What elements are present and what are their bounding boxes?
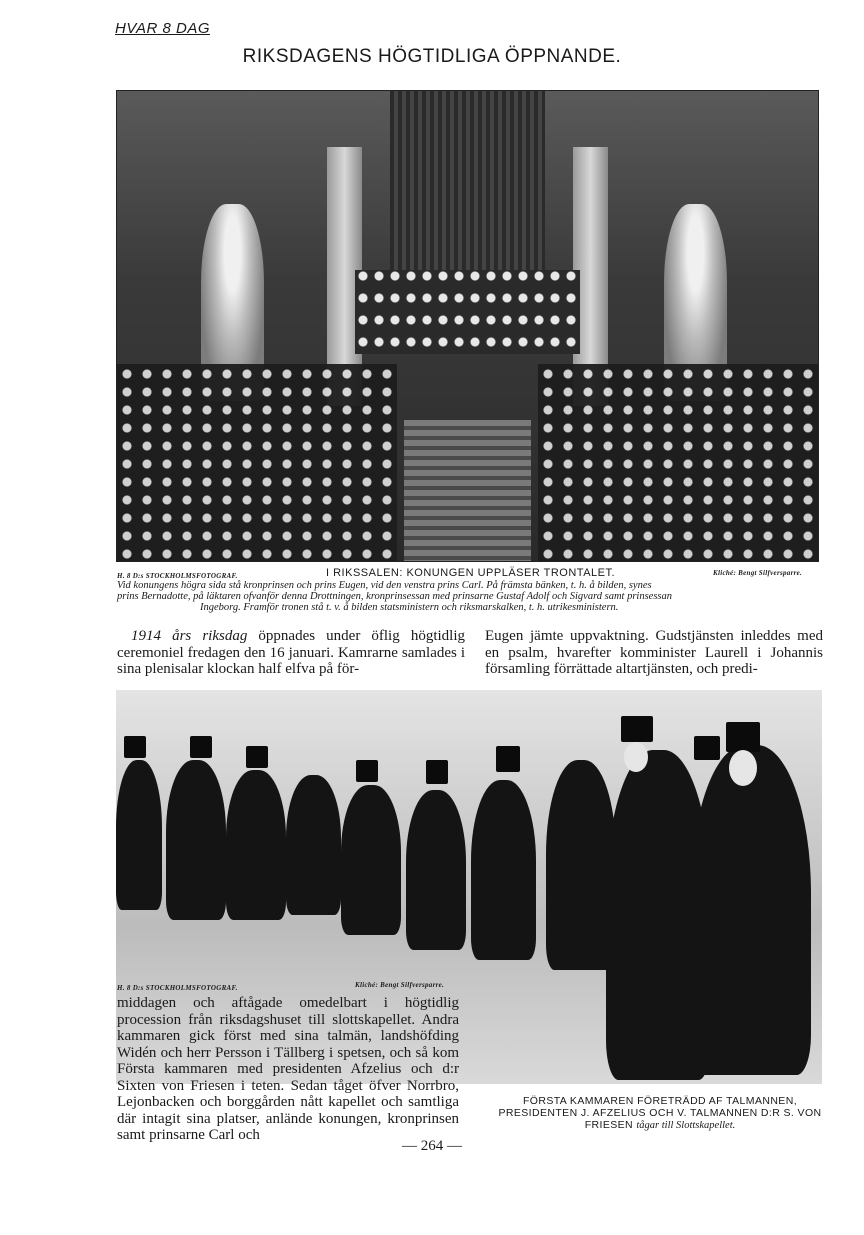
photo1-caption-line-2: prins Bernadotte, på läktaren ofvanför denna Drottningen, kronprinsessan med prinsarne Gustaf Adolf och Sigvard samt prinsessan	[117, 591, 673, 602]
figure-1	[116, 760, 162, 910]
page-number: — 264 —	[402, 1138, 462, 1154]
body-column-1-text: öppnades under öflig högtidlig ceremoniel fredagen den 16 januari. Kamrarne samlades i sina plenisalar klockan half elfva på för-	[117, 628, 465, 677]
photo-riksdag-hall	[116, 90, 819, 562]
article-title: RIKSDAGENS HÖGTIDLIGA ÖPPNANDE.	[242, 46, 622, 67]
figure-5	[341, 785, 401, 935]
figure-10	[691, 745, 811, 1075]
throne-canopy	[390, 91, 544, 288]
top-hat-5	[426, 760, 448, 784]
royal-group	[355, 270, 579, 355]
top-hat-7	[694, 736, 720, 760]
top-hat-3	[246, 746, 268, 768]
photo1-caption-title: I RIKSSALEN: KONUNGEN UPPLÄSER TRONTALET.	[326, 567, 616, 579]
body-lead-phrase: 1914 års riksdag	[131, 628, 248, 644]
photo1-caption-line-3: Ingeborg. Framför tronen stå t. v. å bilden statsministern och riksmarskalken, t. h. utrikesministern.	[200, 602, 619, 613]
figure-7	[471, 780, 536, 960]
running-header: HVAR 8 DAG	[115, 20, 211, 37]
top-hat-4	[356, 760, 378, 782]
throne-stairs	[404, 420, 530, 561]
photo1-credit-left: H. 8 D:s STOCKHOLMSFOTOGRAF.	[117, 572, 238, 580]
photo2-caption	[493, 1095, 827, 1132]
body-column-2: Eugen jämte uppvaktning. Gudstjänsten inleddes med en psalm, hvarefter komminister Laurell i Johannis församling förrättade altartjänsten, och predi-	[485, 628, 823, 677]
top-hat-2	[190, 736, 212, 758]
photo2-credit-right: Kliché: Bengt Silfversparre.	[355, 981, 445, 989]
photo1-credit-right: Kliché: Bengt Silfversparre.	[713, 569, 803, 577]
figure-4	[286, 775, 341, 915]
audience-left	[117, 364, 397, 561]
figure-2	[166, 760, 226, 920]
fur-hat	[621, 716, 653, 742]
body-column-3: middagen och aftågade omedelbart i högtidlig procession från riksdagshuset till slottskapellet. Andra kammaren gick först med sina talmän, landshöfding Widén och herr Persson i Tällberg i spetsen, och så kom Första kammaren med presidenten Afzelius och d:r Sixten von Friesen i teten. Sedan tåget öfver Norrbro, Lejonbacken och borggården nått kapellet och samtliga där intagit sina platser, anlände konungen, kronprinsen samt prinsarne Carl och	[117, 995, 459, 1143]
photo1-caption-line-1: Vid konungens högra sida stå kronprinsen och prins Eugen, vid den venstra prins Carl. På främsta bänken, t. h. å bilden, synes	[117, 580, 652, 591]
photo2-caption-italic: tågar till Slottskapellet.	[636, 1120, 736, 1131]
figure-6	[406, 790, 466, 950]
photo2-caption-upper: FÖRSTA KAMMAREN FÖRETRÄDD AF TALMANNEN, PRESIDENTEN J. AFZELIUS OCH V. TALMANNEN D:R S. VON FRIESEN	[498, 1095, 822, 1131]
top-hat-8	[726, 722, 760, 752]
face-afzelius	[729, 750, 757, 786]
top-hat-6	[496, 746, 520, 772]
audience-right	[538, 364, 818, 561]
photo2-credit-left: H. 8 D:s STOCKHOLMSFOTOGRAF.	[117, 984, 238, 992]
face-von-friesen	[624, 742, 648, 772]
body-column-1	[117, 628, 465, 678]
figure-3	[226, 770, 286, 920]
top-hat-1	[124, 736, 146, 758]
